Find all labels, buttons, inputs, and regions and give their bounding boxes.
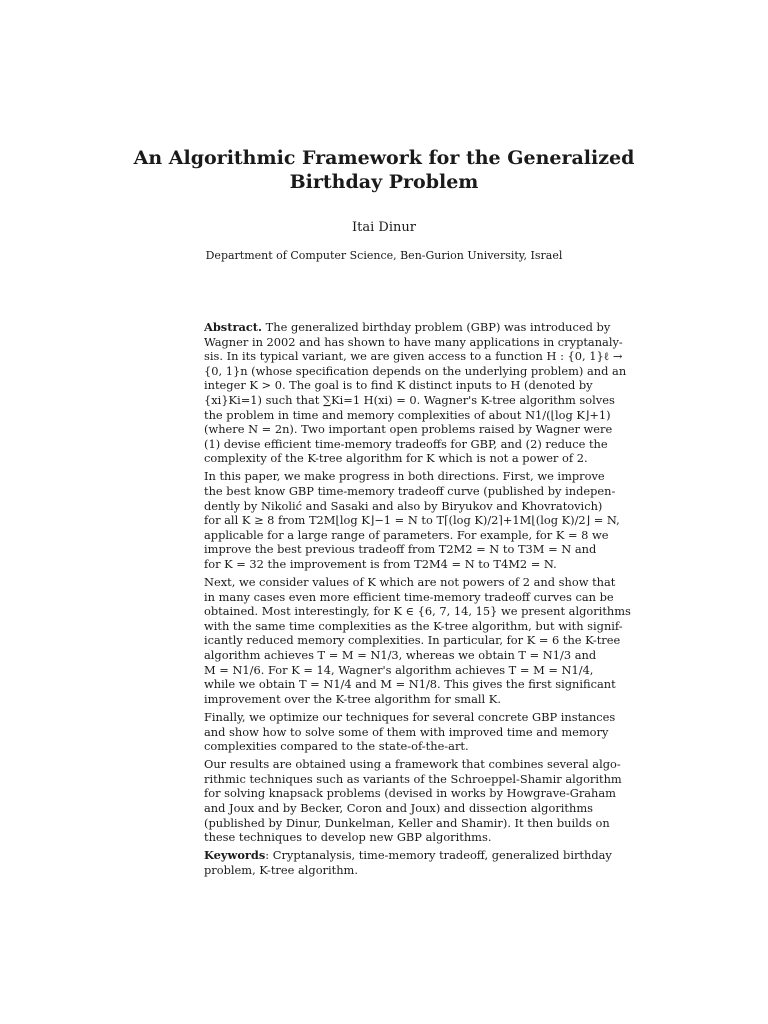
abstract-paragraph-5 <box>204 757 622 845</box>
abstract-line: applicable for a large range of parameters. For example, for K = 8 we <box>204 527 609 542</box>
title-line-1: An Algorithmic Framework for the Generalized <box>133 147 635 169</box>
abstract-line: improvement over the K-tree algorithm for small K. <box>204 691 501 706</box>
abstract-line: in many cases even more efficient time-memory tradeoff curves can be <box>204 589 614 604</box>
keywords-text-continued: problem, K-tree algorithm. <box>204 862 358 877</box>
abstract-line: In this paper, we make progress in both directions. First, we improve <box>204 469 605 484</box>
abstract-line: the problem in time and memory complexities of about N1/(⌊log K⌋+1) <box>204 407 611 422</box>
abstract-line: for all K ≥ 8 from T2M⌊log K⌋−1 = N to T⌈(log K)/2⌉+1M⌊(log K)/2⌋ = N, <box>204 513 620 528</box>
abstract-line: rithmic techniques such as variants of the Schroeppel-Shamir algorithm <box>204 771 622 786</box>
title-line-2: Birthday Problem <box>289 171 479 193</box>
abstract-line: icantly reduced memory complexities. In particular, for K = 6 the K-tree <box>204 633 621 648</box>
keywords-label: Keywords <box>204 848 266 863</box>
abstract-line: improve the best previous tradeoff from T2M2 = N to T3M = N and <box>204 542 597 557</box>
abstract-line: complexities compared to the state-of-the-art. <box>204 739 469 754</box>
abstract-line: with the same time complexities as the K-tree algorithm, but with signif- <box>204 618 623 633</box>
abstract-line: for K = 32 the improvement is from T2M4 = N to T4M2 = N. <box>204 557 557 571</box>
abstract-label: Abstract. <box>204 320 263 334</box>
abstract-line: M = N1/6. For K = 14, Wagner's algorithm achieves T = M = N1/4, <box>204 662 594 677</box>
abstract-paragraph-4 <box>204 709 616 754</box>
abstract-line: The generalized birthday problem (GBP) was introduced by <box>265 320 611 334</box>
abstract-paragraph-2 <box>204 469 620 571</box>
abstract-paragraph-1 <box>204 320 627 466</box>
abstract-line: complexity of the K-tree algorithm for K which is not a power of 2. <box>204 451 588 466</box>
keywords-paragraph <box>204 848 612 877</box>
abstract-line: obtained. Most interestingly, for K ∈ {6, 7, 14, 15} we present algorithms <box>204 604 631 619</box>
abstract-line: {xi}Ki=1) such that ∑Ki=1 H(xi) = 0. Wagner's K-tree algorithm solves <box>204 392 615 407</box>
abstract-line: the best know GBP time-memory tradeoff curve (published by indepen- <box>204 484 616 499</box>
abstract-line: these techniques to develop new GBP algorithms. <box>204 830 492 845</box>
keywords-text: : Cryptanalysis, time-memory tradeoff, generalized birthday <box>265 848 612 863</box>
abstract-line: (published by Dinur, Dunkelman, Keller and Shamir). It then builds on <box>204 815 610 830</box>
abstract-line: and Joux and by Becker, Coron and Joux) and dissection algorithms <box>204 801 593 815</box>
paper-title <box>120 146 648 194</box>
abstract-line: (where N = 2n). Two important open problems raised by Wagner were <box>204 422 613 437</box>
abstract-line: Our results are obtained using a framework that combines several algo- <box>204 757 621 772</box>
abstract-line: {0, 1}n (whose specification depends on the underlying problem) and an <box>204 363 627 378</box>
abstract-line: for solving knapsack problems (devised in works by Howgrave-Graham <box>204 786 616 801</box>
abstract-line: Wagner in 2002 and has shown to have many applications in cryptanaly- <box>204 334 623 349</box>
abstract-line: while we obtain T = N1/4 and M = N1/8. This gives the first significant <box>204 677 616 692</box>
author-affiliation: Department of Computer Science, Ben-Gurion University, Israel <box>205 249 563 262</box>
abstract-line: and show how to solve some of them with improved time and memory <box>204 724 609 739</box>
abstract-line: Next, we consider values of K which are not powers of 2 and show that <box>204 575 616 590</box>
author-name: Itai Dinur <box>352 220 416 235</box>
abstract-section <box>204 320 631 881</box>
abstract-line: algorithm achieves T = M = N1/3, whereas we obtain T = N1/3 and <box>204 648 597 663</box>
abstract-line: (1) devise efficient time-memory tradeoffs for GBP, and (2) reduce the <box>204 436 608 451</box>
abstract-line: sis. In its typical variant, we are given access to a function H : {0, 1}ℓ → <box>204 349 623 364</box>
abstract-line: dently by Nikolić and Sasaki and also by Biryukov and Khovratovich) <box>204 498 603 513</box>
abstract-line: integer K > 0. The goal is to find K distinct inputs to H (denoted by <box>204 378 593 393</box>
abstract-line: Finally, we optimize our techniques for several concrete GBP instances <box>204 709 616 724</box>
abstract-paragraph-3 <box>204 575 631 706</box>
